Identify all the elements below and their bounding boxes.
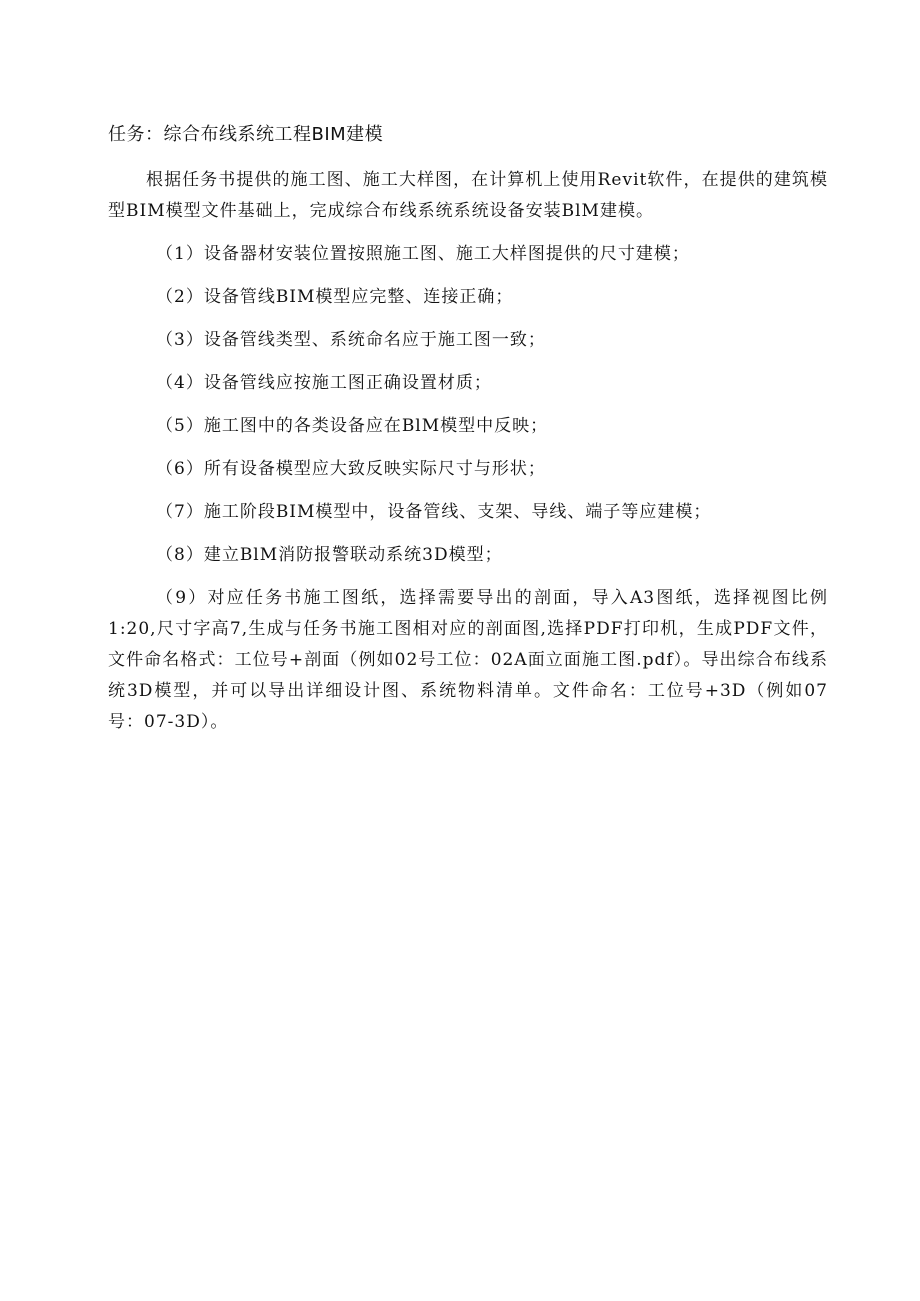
document-body [108,120,828,738]
requirement-item-2: （2）设备管线BIM模型应完整、连接正确； [156,287,514,307]
document-title: 任务：综合布线系统工程BIM建模 [108,124,384,145]
requirement-item-1: （1）设备器材安装位置按照施工图、施工大样图提供的尺寸建模； [156,244,690,264]
requirement-item-3: （3）设备管线类型、系统命名应于施工图一致； [156,330,546,350]
requirement-item-4: （4）设备管线应按施工图正确设置材质； [156,373,492,393]
intro-paragraph: 根据任务书提供的施工图、施工大样图，在计算机上使用Revit软件，在提供的建筑模型BIM模型文件基础上，完成综合布线系统系统设备安装BlM建模。 [108,170,828,221]
requirement-item-6: （6）所有设备模型应大致反映实际尺寸与形状； [156,459,546,479]
requirement-item-5: （5）施工图中的各类设备应在BlM模型中反映； [156,416,549,436]
requirement-item-8: （8）建立BlM消防报警联动系统3D模型； [156,545,503,565]
requirement-item-7: （7）施工阶段BIM模型中，设备管线、支架、导线、端子等应建模； [156,502,712,522]
requirement-item-9: （9）对应任务书施工图纸，选择需要导出的剖面，导入A3图纸，选择视图比例1:20,尺寸字高7,生成与任务书施工图相对应的剖面图,选择PDF打印机，生成PDF文件，文件命名格式：工位号+剖面（例如02号工位：02A面立面施工图.pdf）。导出综合布线系统3D模型，并可以导出详细设计图、系统物料清单。文件命名：工位号+3D（例如07号：07-3D）。 [108,588,828,732]
